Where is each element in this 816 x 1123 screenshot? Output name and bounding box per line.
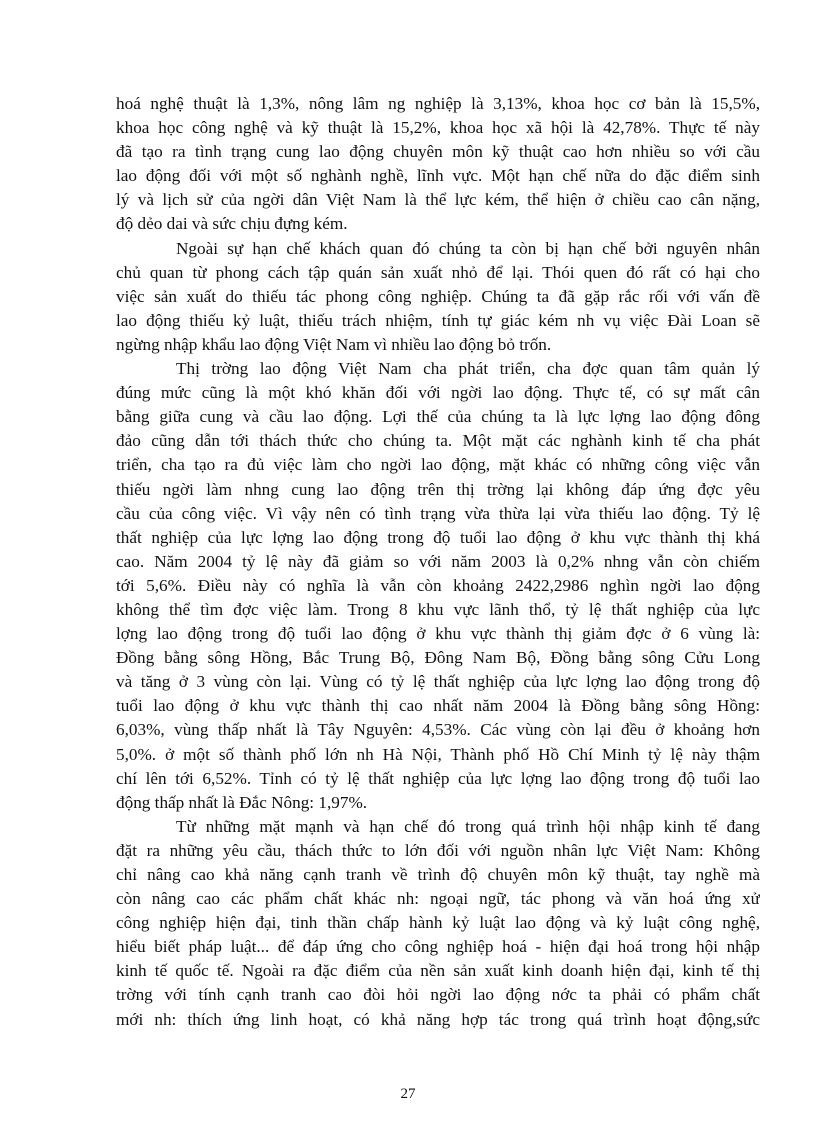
text-line: ngừng nhập khẩu lao động Việt Nam vì nhiều lao động bỏ trốn.	[116, 334, 552, 354]
text-line: chí lên tới 6,52%. Tỉnh có tỷ lệ thất nghiệp của lực lợng lao động trong độ tuổi lao	[116, 768, 760, 788]
text-line: khoa học công nghệ và kỹ thuật là 15,2%, khoa học xã hội là 42,78%. Thực tế này	[116, 118, 760, 138]
text-line: đúng mức cũng là một khó khăn đối với ngời lao động. Thực tế, có sự mất cân	[116, 383, 760, 403]
text-line: thiếu ngời làm nhng cung lao động trên thị trờng lại không đáp ứng đợc yêu	[116, 479, 760, 499]
text-line: hoá nghệ thuật là 1,3%, nông lâm ng nghiệp là 3,13%, khoa học cơ bản là 15,5%,	[116, 94, 760, 113]
text-line: 5,0%. ở một số thành phố lớn nh Hà Nội, Thành phố Hồ Chí Minh tỷ lệ này thậm	[116, 744, 760, 764]
text-line: hiểu biết pháp luật... để đáp ứng cho công nghiệp hoá - hiện đại hoá trong hội nhập	[116, 937, 760, 957]
paragraph-1	[116, 92, 760, 237]
text-line: còn nâng cao các phẩm chất khác nh: ngoại ngữ, tác phong và văn hoá ứng xử	[116, 889, 760, 909]
text-line: kinh tế quốc tế. Ngoài ra đặc điểm của nền sản xuất kinh doanh hiện đại, kinh tế thị	[116, 961, 760, 981]
text-line: cầu của công việc. Vì vậy nên có tình trạng vừa thừa lại vừa thiếu lao động. Tỷ lệ	[116, 503, 760, 523]
text-line: cao. Năm 2004 tỷ lệ này đã giảm so với năm 2003 là 0,2% nhng vẫn còn chiếm	[116, 551, 760, 571]
text-line: động thấp nhất là Đắc Nông: 1,97%.	[116, 792, 368, 812]
page-number: 27	[400, 1086, 416, 1102]
text-line: không thể tìm đợc việc làm. Trong 8 khu vực lãnh thổ, tỷ lệ thất nghiệp của lực	[116, 599, 760, 619]
text-line: Đồng bằng sông Hồng, Bắc Trung Bộ, Đông Nam Bộ, Đồng bằng sông Cửu Long	[116, 648, 760, 668]
document-body	[116, 92, 760, 1032]
text-line: lợng lao động trong độ tuổi lao động ở khu vực thành thị giảm đợc ở 6 vùng là:	[116, 624, 760, 644]
text-line: chỉ nâng cao khả năng cạnh tranh về trình độ chuyên môn kỹ thuật, tay nghề mà	[116, 865, 760, 884]
text-line: Ngoài sự hạn chế khách quan đó chúng ta còn bị hạn chế bởi nguyên nhân	[176, 238, 760, 258]
text-line: Thị trờng lao động Việt Nam cha phát triển, cha đợc quan tâm quản lý	[176, 359, 760, 379]
text-line: độ dẻo dai và sức chịu đựng kém.	[116, 214, 348, 234]
text-line: trờng với tính cạnh tranh cao đòi hỏi ngời lao động nớc ta phải có phẩm chất	[116, 985, 760, 1005]
text-line: chủ quan từ phong cách tập quán sản xuất nhỏ để lại. Thói quen đó rất có hại cho	[116, 262, 760, 282]
text-line: 6,03%, vùng thấp nhất là Tây Nguyên: 4,53%. Các vùng còn lại đều ở khoảng hơn	[116, 720, 760, 740]
text-line: tuổi lao động ở khu vực thành thị cao nhất năm 2004 là Đồng bằng sông Hồng:	[116, 696, 760, 716]
paragraph-2	[116, 237, 760, 357]
text-line: lý và lịch sử của ngời dân Việt Nam là thể lực kém, thể hiện ở chiều cao cân nặng,	[116, 190, 760, 210]
text-line: triển, cha tạo ra đủ việc làm cho ngời lao động, mặt khác có những công việc vẫn	[116, 455, 760, 475]
text-line: lao động đối với một số nghành nghề, lĩnh vực. Một hạn chế nữa do đặc điểm sinh	[116, 166, 760, 186]
text-line: công nghiệp hiện đại, tinh thần chấp hành kỷ luật lao động và kỷ luật công nghệ,	[116, 913, 760, 933]
text-line: tới 5,6%. Điều này có nghĩa là vẫn còn khoảng 2422,2986 nghìn ngời lao động	[116, 575, 760, 595]
text-line: đã tạo ra tình trạng cung lao động chuyên môn kỹ thuật cao hơn nhiều so với cầu	[116, 142, 760, 162]
text-line: bằng giữa cung và cầu lao động. Lợi thế của chúng ta là lực lợng lao động đông	[116, 407, 760, 427]
text-line: đặt ra những yêu cầu, thách thức to lớn đối với nguồn nhân lực Việt Nam: Không	[116, 840, 760, 860]
text-line: lao động thiếu kỷ luật, thiếu trách nhiệm, tính tự giác kém nh vụ việc Đài Loan sẽ	[116, 310, 760, 330]
paragraph-3	[116, 357, 760, 815]
paragraph-4	[116, 815, 760, 1032]
text-line: thất nghiệp của lực lợng lao động trong độ tuổi lao động ở khu vực thành thị khá	[116, 527, 760, 547]
text-line: mới nh: thích ứng linh hoạt, có khả năng hợp tác trong quá trình hoạt động,sức	[116, 1009, 760, 1029]
text-line: và tăng ở 3 vùng còn lại. Vùng có tỷ lệ thất nghiệp của lực lợng lao động trong độ	[116, 672, 760, 692]
text-line: Từ những mặt mạnh và hạn chế đó trong quá trình hội nhập kinh tế đang	[176, 816, 760, 836]
text-line: đảo cũng dẫn tới thách thức cho chúng ta. Một mặt các nghành kinh tế cha phát	[116, 431, 760, 451]
text-line: việc sản xuất do thiếu tác phong công nghiệp. Chúng ta đã gặp rắc rối với vấn đề	[116, 286, 760, 306]
